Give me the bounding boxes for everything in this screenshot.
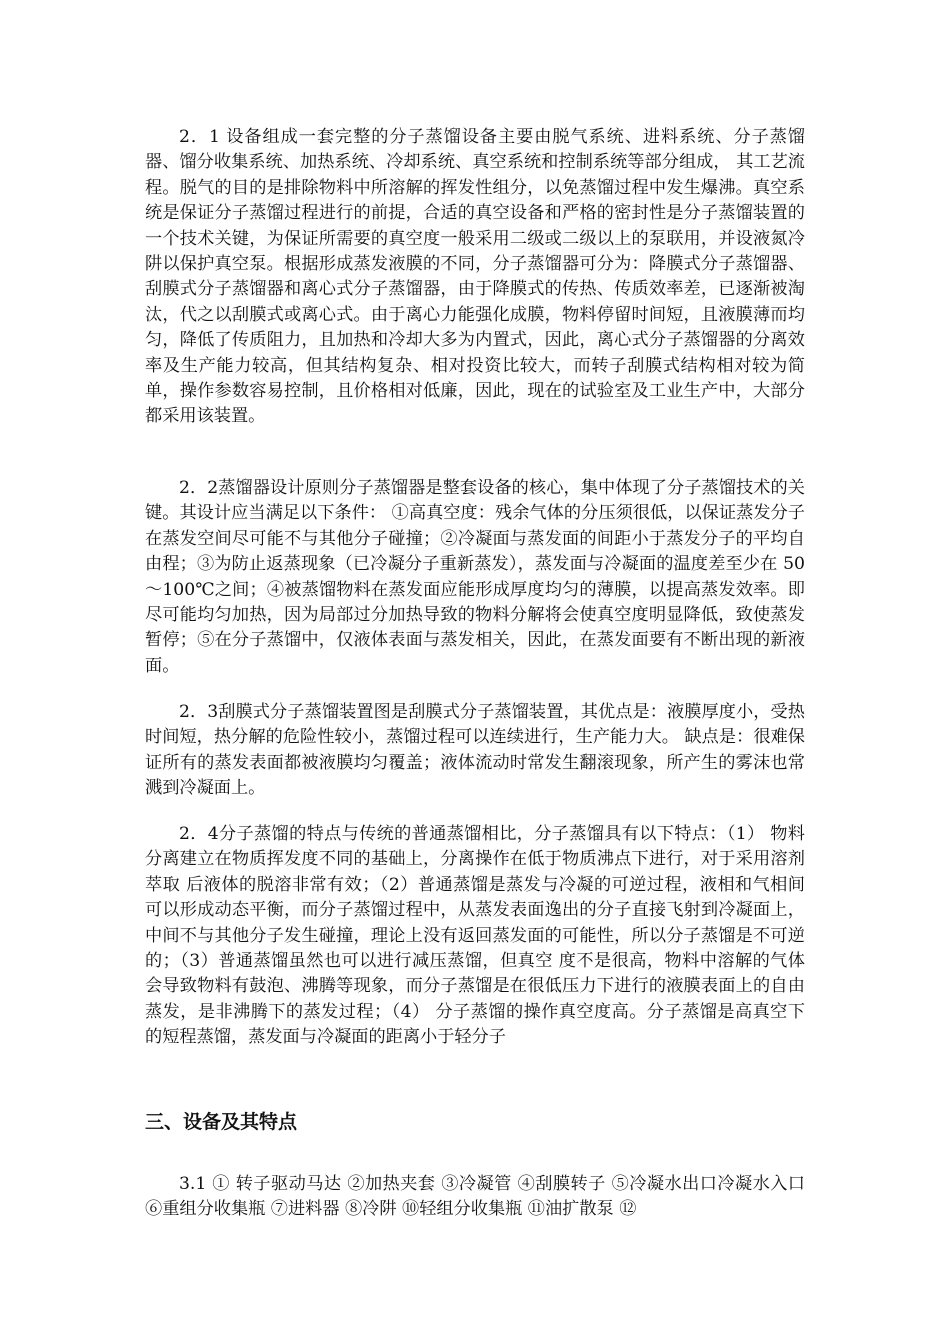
paragraph-2-4: 2．4分子蒸馏的特点与传统的普通蒸馏相比，分子蒸馏具有以下特点：（1） 物料分离建立在物质挥发度不同的基础上，分离操作在低于物质沸点下进行，对于采用溶剂萃取 后液体的脱溶非常有效；（2）普通蒸馏是蒸发与冷凝的可逆过程，液相和气相间可以形成动态平衡，而分子蒸馏过程中，从蒸发表面逸出的分子直接飞射到冷凝面上，中间不与其他分子发生碰撞，理论上没有返回蒸发面的可能性，所以分子蒸馏是不可逆的；（3）普通蒸馏虽然也可以进行减压蒸馏，但真空 度不是很高，物料中溶解的气体会导致物料有鼓泡、沸腾等现象，而分子蒸馏是在很低压力下进行的液膜表面上的自由蒸发，是非沸腾下的蒸发过程；（4） 分子蒸馏的操作真空度高。分子蒸馏是高真空下的短程蒸馏，蒸发面与冷凝面的距离小于轻分子: [145, 824, 805, 1048]
paragraph-2-2: 2．2蒸馏器设计原则分子蒸馏器是整套设备的核心，集中体现了分子蒸馏技术的关键。其设计应当满足以下条件： ①高真空度：残余气体的分压须很低，以保证蒸发分子在蒸发空间尽可能不与其他分子碰撞；②冷凝面与蒸发面的间距小于蒸发分子的平均自由程；③为防止返蒸现象（已冷凝分子重新蒸发），蒸发面与冷凝面的温度差至少在 50～100℃之间；④被蒸馏物料在蒸发面应能形成厚度均匀的薄膜，以提高蒸发效率。即尽可能均匀加热，因为局部过分加热导致的物料分解将会使真空度明显降低，致使蒸发暂停；⑤在分子蒸馏中，仅液体表面与蒸发相关，因此，在蒸发面要有不断出现的新液面。: [145, 478, 805, 676]
paragraph-3-1: 3.1 ① 转子驱动马达 ②加热夹套 ③冷凝管 ④刮膜转子 ⑤冷凝水出口冷凝水入口 ⑥重组分收集瓶 ⑦进料器 ⑧冷阱 ⑩轻组分收集瓶 ⑪油扩散泵 ⑫: [145, 1174, 805, 1220]
section-heading-3: 三、设备及其特点: [145, 1111, 298, 1133]
paragraph-2-3: 2．3刮膜式分子蒸馏装置图是刮膜式分子蒸馏装置，其优点是：液膜厚度小，受热时间短，热分解的危险性较小，蒸馏过程可以连续进行，生产能力大。 缺点是：很难保证所有的蒸发表面都被液膜均匀覆盖；液体流动时常发生翻滚现象，所产生的雾沫也常溅到冷凝面上。: [145, 702, 805, 799]
paragraph-2-1: 2．1 设备组成一套完整的分子蒸馏设备主要由脱气系统、进料系统、分子蒸馏器、馏分收集系统、加热系统、冷却系统、真空系统和控制系统等部分组成， 其工艺流程。脱气的目的是排除物料中所溶解的挥发性组分，以免蒸馏过程中发生爆沸。真空系统是保证分子蒸馏过程进行的前提，合适的真空设备和严格的密封性是分子蒸馏装置的一个技术关键，为保证所需要的真空度一般采用二级或二级以上的泵联用，并设液氮冷阱以保护真空泵。根据形成蒸发液膜的不同，分子蒸馏器可分为：降膜式分子蒸馏器、刮膜式分子蒸馏器和离心式分子蒸馏器，由于降膜式的传热、传质效率差，已逐渐被淘汰，代之以刮膜式或离心式。由于离心力能强化成膜，物料停留时间短，且液膜薄而均匀，降低了传质阻力，且加热和冷却大多为内置式，因此，离心式分子蒸馏器的分离效率及生产能力较高，但其结构复杂、相对投资比较大，而转子刮膜式结构相对较为简单，操作参数容易控制，且价格相对低廉，因此，现在的试验室及工业生产中，大部分都采用该装置。: [145, 127, 805, 427]
